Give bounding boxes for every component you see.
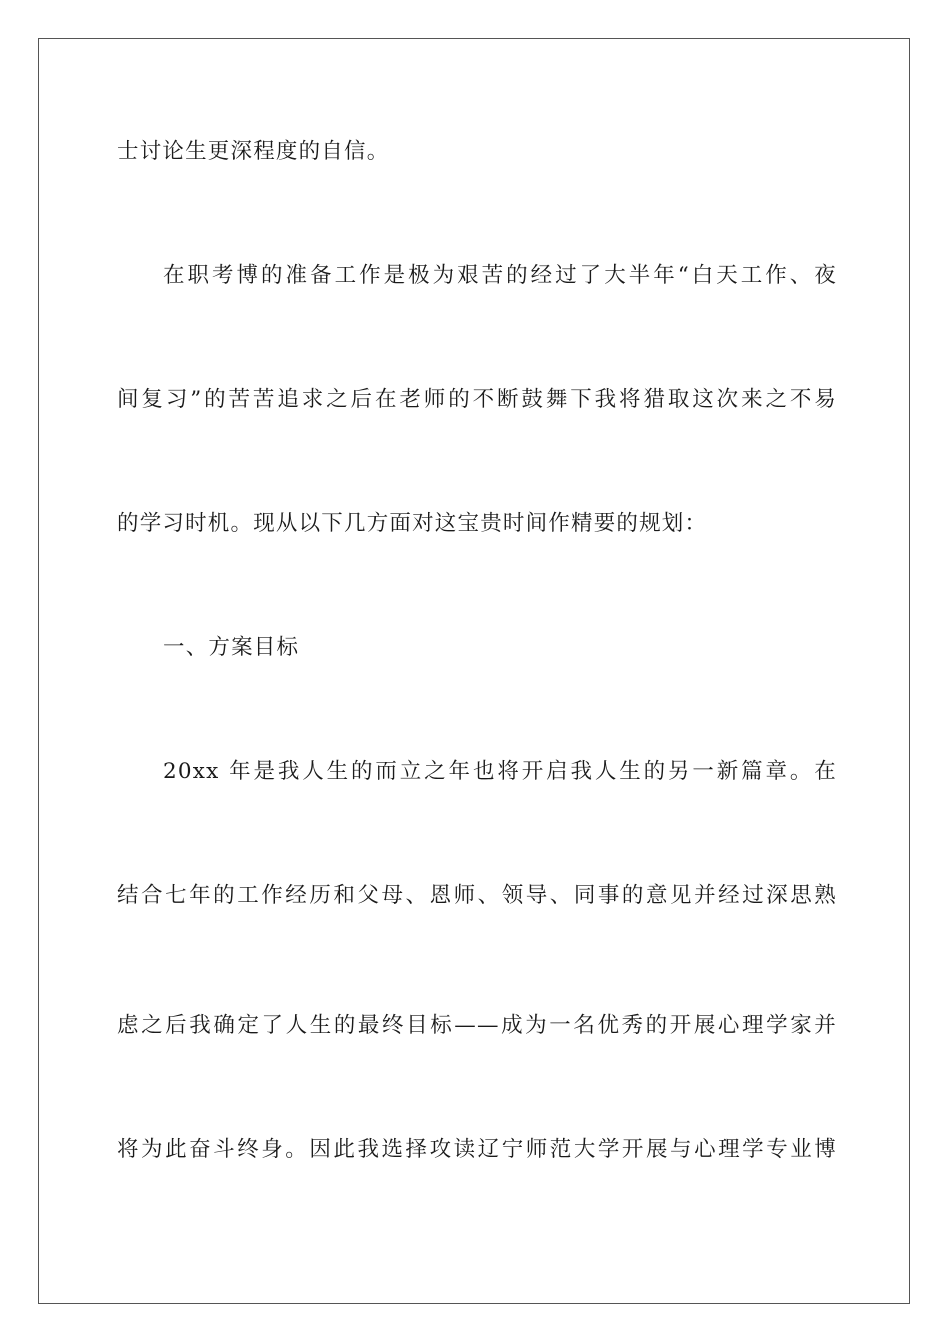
paragraph-line: 将为此奋斗终身。因此我选择攻读辽宁师范大学开展与心理学专业博: [117, 1137, 837, 1162]
paragraph-line: 间复习”的苦苦追求之后在老师的不断鼓舞下我将猎取这次来之不易: [117, 387, 837, 412]
paragraph-line: 的学习时机。现从以下几方面对这宝贵时间作精要的规划：: [117, 511, 708, 536]
paragraph-line: 在职考博的准备工作是极为艰苦的经过了大半年“白天工作、夜: [163, 263, 837, 288]
paragraph-line: 虑之后我确定了人生的最终目标——成为一名优秀的开展心理学家并: [117, 1013, 837, 1038]
paragraph-line: 结合七年的工作经历和父母、恩师、领导、同事的意见并经过深思熟: [117, 883, 837, 908]
section-heading: 一、方案目标: [163, 635, 300, 660]
paragraph-line: 士讨论生更深程度的自信。: [117, 139, 390, 164]
paragraph-line: 20xx 年是我人生的而立之年也将开启我人生的另一新篇章。在: [163, 759, 837, 784]
page-border: [38, 38, 910, 1304]
